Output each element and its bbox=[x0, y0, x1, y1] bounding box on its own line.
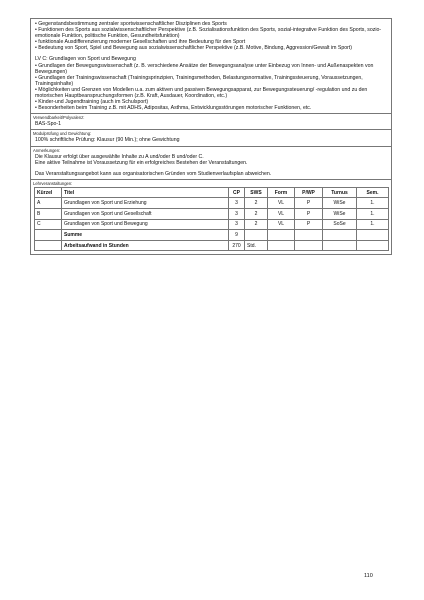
cell-sws: 2 bbox=[245, 208, 268, 219]
header-turnus: Turnus bbox=[323, 187, 357, 198]
cell-empty bbox=[268, 230, 295, 241]
cell-pwp: P bbox=[295, 219, 323, 230]
lv-c-line: • Grundlagen der Bewegungswissenschaft (z. B. verschiedene Ansätze der Bewegungsanalyse unter Einbezug von Innen- und Außenaspekten von Bewegungen) bbox=[35, 62, 375, 75]
verwendbarkeit-value: BAS-Spo-1 bbox=[35, 121, 61, 128]
cell-empty bbox=[323, 230, 357, 241]
lv-c-line: • Möglichkeiten und Grenzen von Modellen u.a. zum aktiven und passiven Bewegungsapparat, zur Bewegungssteuerung/ -regulation und zu den motorischen Hauptbeanspruchungsformen (z.B. Kraft, Ausdauer, Koordination, etc.) bbox=[35, 86, 369, 100]
modulpruefung-section bbox=[30, 130, 392, 146]
cell-turnus: WiSe bbox=[323, 198, 357, 209]
anmerkungen-note: Das Veranstaltungsangebot kann aus organisatorischen Gründen vom Studienverlaufsplan abweichen. bbox=[35, 170, 272, 177]
cell-empty bbox=[357, 230, 389, 241]
anmerkungen-line: Die Klausur erfolgt über ausgewählte Inhalte zu A und/oder B und/oder C. bbox=[35, 153, 204, 160]
table-row bbox=[35, 198, 389, 209]
intro-line: • Funktionen des Sports aus sozialwissenschaftlicher Perspektive (z.B. Sozialisationsfunktion des Sports, sozial-integrative Funktion des Sports, sozio-emotionale Funktion, politische Funktion, Gesundheitsfunktion) bbox=[35, 27, 382, 40]
cell-sws: 2 bbox=[245, 198, 268, 209]
cell-sws: 2 bbox=[245, 219, 268, 230]
lv-c-heading: LV C: Grundlagen von Sport und Bewegung bbox=[35, 56, 136, 63]
table-header-row bbox=[35, 187, 389, 198]
page-number: 110 bbox=[364, 573, 373, 579]
cell-pwp: P bbox=[295, 208, 323, 219]
cell-form: VL bbox=[268, 198, 295, 209]
cell-empty bbox=[323, 240, 357, 251]
cell-turnus: SoSe bbox=[323, 219, 357, 230]
cell-empty bbox=[35, 230, 62, 241]
arbeitsaufwand-row bbox=[35, 240, 389, 251]
cell-form: VL bbox=[268, 208, 295, 219]
lv-c-line: • Kinder-und Jugendtraining (auch im Schulsport) bbox=[35, 99, 149, 106]
summe-cp: 9 bbox=[229, 230, 245, 241]
header-form: Form bbox=[268, 187, 295, 198]
module-content bbox=[31, 19, 391, 113]
lv-c-line: • Grundlagen der Trainingswissenschaft (Trainingsprinzipien, Trainingsmethoden, Belastungsnormative, Trainingssteuerung, Voraussetzungen, Trainingsinhalte) bbox=[35, 74, 365, 87]
lehrveranstaltungen-section bbox=[30, 180, 392, 256]
cell-empty bbox=[35, 240, 62, 251]
cell-sem: 1. bbox=[357, 219, 389, 230]
cell-empty bbox=[357, 240, 389, 251]
verwendbarkeit-section bbox=[30, 114, 392, 130]
intro-line: • Bedeutung von Sport, Spiel und Bewegung aus sozialwissenschaftlicher Perspektive (z.B. Motive, Bindung, Aggression/Gewalt im Sport) bbox=[35, 45, 352, 52]
cell-pwp: P bbox=[295, 198, 323, 209]
content-section bbox=[30, 18, 392, 114]
cell-titel: Grundlagen von Sport und Erziehung bbox=[62, 198, 229, 209]
lehrveranstaltungen-table bbox=[34, 187, 389, 252]
cell-empty bbox=[245, 230, 268, 241]
anmerkungen-section bbox=[30, 147, 392, 180]
cell-cp: 3 bbox=[229, 198, 245, 209]
arbeitsaufwand-value: 270 bbox=[229, 240, 245, 251]
anmerkungen-label: Anmerkungen: bbox=[33, 147, 61, 153]
cell-sem: 1. bbox=[357, 198, 389, 209]
cell-empty bbox=[295, 230, 323, 241]
header-cp: CP bbox=[229, 187, 245, 198]
intro-line: • funktionale Ausdifferenzierung moderner Gesellschaften und ihre Bedeutung für den Sport bbox=[35, 39, 246, 46]
header-sws: SWS bbox=[245, 187, 268, 198]
anmerkungen-text bbox=[31, 153, 391, 179]
cell-cp: 3 bbox=[229, 219, 245, 230]
cell-titel: Grundlagen von Sport und Bewegung bbox=[62, 219, 229, 230]
cell-turnus: WiSe bbox=[323, 208, 357, 219]
arbeitsaufwand-label: Arbeitsaufwand in Stunden bbox=[62, 240, 229, 251]
cell-sem: 1. bbox=[357, 208, 389, 219]
header-sem: Sem. bbox=[357, 187, 389, 198]
summe-label: Summe bbox=[62, 230, 229, 241]
intro-line: • Gegenstandsbestimmung zentraler sportwissenschaftlicher Disziplinen des Sports bbox=[35, 21, 227, 27]
header-kuerzel: Kürzel bbox=[35, 187, 62, 198]
summe-row bbox=[35, 230, 389, 241]
verwendbarkeit-label: Verwendbarkeit/Polyvalenz: bbox=[33, 115, 85, 121]
cell-kuerzel: B bbox=[35, 208, 62, 219]
modulpruefung-label: Modulprüfung und Gewichtung: bbox=[33, 131, 92, 137]
header-titel: Titel bbox=[62, 187, 229, 198]
cell-empty bbox=[268, 240, 295, 251]
lv-c-line: • Besonderheiten beim Training z.B. mit ADHS, Adipositas, Asthma, Entwicklungsstörungen motorischer Funktionen, etc. bbox=[35, 105, 312, 112]
lehrveranstaltungen-label: Lehrveranstaltungen: bbox=[33, 180, 73, 186]
modulpruefung-value: 100% schriftliche Prüfung: Klausur (90 Min.); ohne Gewichtung bbox=[35, 137, 180, 144]
cell-kuerzel: A bbox=[35, 198, 62, 209]
anmerkungen-line: Eine aktive Teilnahme ist Voraussetzung für ein erfolgreiches Bestehen der Veranstaltungen. bbox=[35, 159, 248, 166]
cell-form: VL bbox=[268, 219, 295, 230]
table-row bbox=[35, 208, 389, 219]
cell-cp: 3 bbox=[229, 208, 245, 219]
table-row bbox=[35, 219, 389, 230]
cell-titel: Grundlagen von Sport und Gesellschaft bbox=[62, 208, 229, 219]
cell-kuerzel: C bbox=[35, 219, 62, 230]
header-pwp: P/WP bbox=[295, 187, 323, 198]
module-description bbox=[30, 18, 392, 255]
arbeitsaufwand-unit: Std. bbox=[245, 240, 268, 251]
cell-empty bbox=[295, 240, 323, 251]
